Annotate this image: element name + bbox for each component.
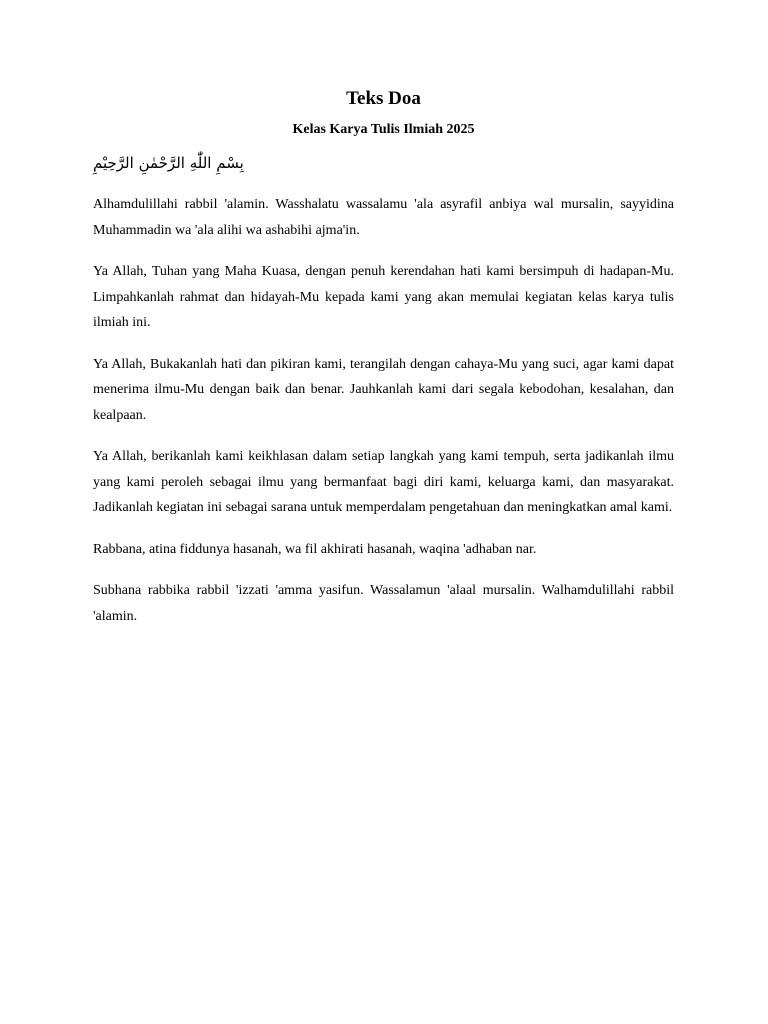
paragraph-closing: Subhana rabbika rabbil 'izzati 'amma yasifun. Wassalamun 'alaal mursalin. Walhamdulillahi rabbil 'alamin. <box>93 583 674 624</box>
paragraph-humility: Ya Allah, Tuhan yang Maha Kuasa, dengan penuh kerendahan hati kami bersimpuh di hadapan-Mu. Limpahkanlah rahmat dan hidayah-Mu kepada kami yang akan memulai kegiatan kelas karya tulis ilmiah ini. <box>93 264 674 330</box>
paragraph-enlightenment: Ya Allah, Bukakanlah hati dan pikiran kami, terangilah dengan cahaya-Mu yang suci, agar kami dapat menerima ilmu-Mu dengan baik dan benar. Jauhkanlah kami dari segala kebodohan, kesalahan, dan kealpaan. <box>93 356 674 423</box>
document-subtitle: Kelas Karya Tulis Ilmiah 2025 <box>292 122 475 137</box>
document-page <box>93 86 674 645</box>
basmalah-text: بِسْمِ اللّٰهِ الرَّحْمٰنِ الرَّحِيْمِ <box>93 154 244 172</box>
paragraph-sincerity: Ya Allah, berikanlah kami keikhlasan dalam setiap langkah yang kami tempuh, serta jadikanlah ilmu yang kami peroleh sebagai ilmu yang bermanfaat bagi diri kami, keluarga kami, dan masyarakat. Jadikanlah kegiatan ini sebagai sarana untuk memperdalam pengetahuan dan meningkatkan amal kami. <box>93 449 674 515</box>
document-body <box>93 192 674 629</box>
paragraph-opening: Alhamdulillahi rabbil 'alamin. Wasshalatu wassalamu 'ala asyrafil anbiya wal mursalin, sayyidina Muhammadin wa 'ala alihi wa ashabihi ajma'in. <box>93 197 674 238</box>
paragraph-rabbana: Rabbana, atina fiddunya hasanah, wa fil akhirati hasanah, waqina 'adhaban nar. <box>93 541 537 557</box>
document-title: Teks Doa <box>346 88 421 109</box>
